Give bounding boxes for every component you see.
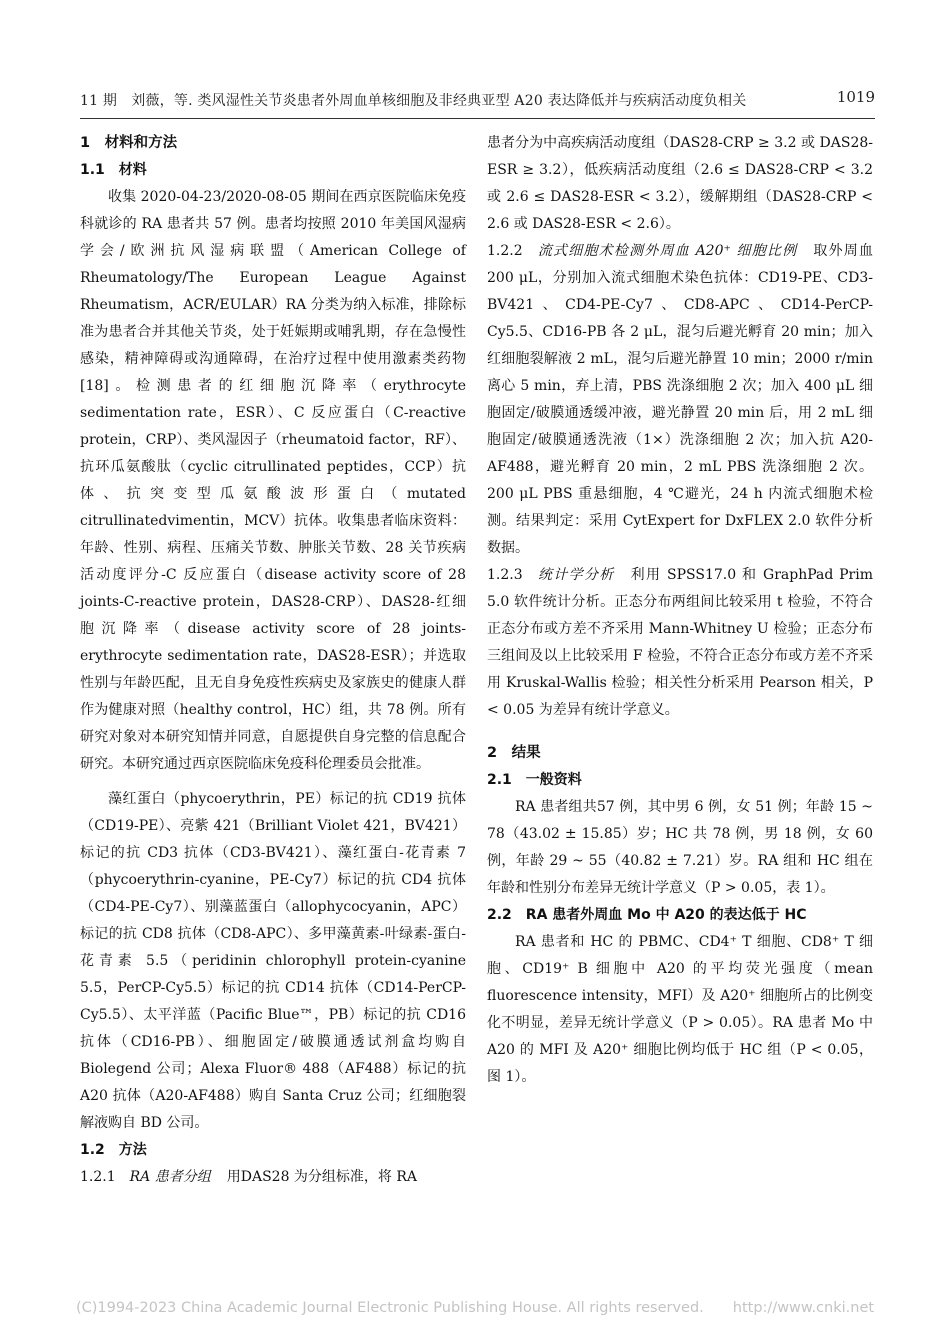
running-header bbox=[80, 86, 875, 116]
left-column bbox=[80, 130, 466, 1191]
subsection-1-2-2 bbox=[487, 238, 873, 562]
subsection-1-2-3 bbox=[487, 562, 873, 724]
running-title: 11 期 刘薇，等. 类风湿性关节炎患者外周血单核细胞及非经典亚型 A20 表达降低并与疾病活动度负相关 bbox=[80, 93, 747, 109]
section-heading-2-1: 2.1 一般资料 bbox=[487, 772, 582, 788]
subsection-title: 统计学分析 bbox=[536, 567, 615, 583]
page-number: 1019 bbox=[836, 88, 875, 106]
section-heading-2-2: 2.2 RA 患者外周血 Mo 中 A20 的表达低于 HC bbox=[487, 907, 807, 923]
right-column bbox=[487, 130, 873, 1091]
subsection-1-2-1 bbox=[80, 1164, 466, 1191]
subsection-number: 1.2.2 bbox=[487, 243, 523, 259]
subsection-title: 流式细胞术检测外周血 A20⁺ 细胞比例 bbox=[536, 243, 798, 259]
header-rule bbox=[80, 118, 875, 119]
subsection-text: 利用 SPSS17.0 和 GraphPad Prim 5.0 软件统计分析。正态分布两组间比较采用 t 检验，不符合正态分布或方差不齐采用 Mann-Whitney U 检验；正态分布三组间及以上比较采用 F 检验，不符合正态分布或方差不齐采用 Kruskal-Wallis 检验；相关性分析采用 Pearson 相关，P < 0.05 为差异有统计学意义。 bbox=[487, 567, 873, 718]
paragraph-materials-reagents: 藻红蛋白（phycoerythrin，PE）标记的抗 CD19 抗体（CD19-PE）、亮紫 421（Brilliant Violet 421，BV421）标记的抗 CD3 抗体（CD3-BV421）、藻红蛋白-花青素 7（phycoerythrin-cyanine，PE-Cy7）标记的抗 CD4 抗体（CD4-PE-Cy7）、别藻蓝蛋白（allophycocyanin，APC）标记的抗 CD8 抗体（CD8-APC）、多甲藻黄素-叶绿素-蛋白-花青素 5.5（peridinin chlorophyll protein-cyanine 5.5，PerCP-Cy5.5）标记的抗 CD14 抗体（CD14-PerCP-Cy5.5）、太平洋蓝（Pacific Blue™，PB）标记的抗 CD16 抗体（CD16-PB）、细胞固定/破膜通透试剂盒均购自 Biolegend 公司；Alexa Fluor® 488（AF488）标记的抗 A20 抗体（A20-AF488）购自 Santa Cruz 公司；红细胞裂解液购自 BD 公司。 bbox=[80, 791, 466, 1131]
section-heading-2: 2 结果 bbox=[487, 745, 541, 761]
subsection-text: 取外周血 200 μL，分别加入流式细胞术染色抗体：CD19-PE、CD3-BV421、CD4-PE-Cy7、CD8-APC、CD14-PerCP-Cy5.5、CD16-PB 各 2 μL，混匀后避光孵育 20 min；加入红细胞裂解液 2 mL，混匀后避光静置 10 min；2000 r/min 离心 5 min，弃上清，PBS 洗涤细胞 2 次；加入 400 μL 细胞固定/破膜通透缓冲液，避光静置 20 min 后，用 2 mL 细胞固定/破膜通透洗液（1×）洗涤细胞 2 次；加入抗 A20-AF488，避光孵育 20 min，2 mL PBS 洗涤细胞 2 次。200 μL PBS 重悬细胞，4 ℃避光，24 h 内流式细胞术检测。结果判定：采用 CytExpert for DxFLEX 2.0 软件分析数据。 bbox=[487, 243, 873, 556]
paragraph-grouping-continued: 患者分为中高疾病活动度组（DAS28-CRP ≥ 3.2 或 DAS28-ESR ≥ 3.2），低疾病活动度组（2.6 ≤ DAS28-CRP < 3.2 或 2.6 ≤ DAS28-ESR < 3.2），缓解期组（DAS28-CRP < 2.6 或 DAS28-ESR < 2.6）。 bbox=[487, 135, 873, 232]
subsection-text: 用DAS28 为分组标准，将 RA bbox=[226, 1169, 418, 1185]
section-heading-1-1: 1.1 材料 bbox=[80, 162, 147, 178]
copyright-footer: (C)1994-2023 China Academic Journal Electronic Publishing House. All rights reserved. http://www.cnki.net bbox=[75, 1300, 875, 1316]
section-heading-1-2: 1.2 方法 bbox=[80, 1142, 147, 1158]
paragraph-general-data: RA 患者组共57 例，其中男 6 例，女 51 例；年龄 15 ~ 78（43.02 ± 15.85）岁；HC 共 78 例，男 18 例，女 60 例，年龄 29 ~ 55（40.82 ± 7.21）岁。RA 组和 HC 组在年龄和性别分布差异无统计学意义（P > 0.05，表 1）。 bbox=[487, 799, 873, 896]
subsection-number: 1.2.3 bbox=[487, 567, 523, 583]
section-heading-1: 1 材料和方法 bbox=[80, 135, 178, 151]
subsection-number: 1.2.1 bbox=[80, 1169, 116, 1185]
paragraph-materials-patients: 收集 2020-04-23/2020-08-05 期间在西京医院临床免疫科就诊的 RA 患者共 57 例。患者均按照 2010 年美国风湿病学会/欧洲抗风湿病联盟（American College of Rheumatology/The European League Against Rheumatism，ACR/EULAR）RA 分类为纳入标准，排除标准为患者合并其他关节炎，处于妊娠期或哺乳期，存在急慢性感染，精神障碍或沟通障碍，在治疗过程中使用激素类药物[18]。检测患者的红细胞沉降率（erythrocyte sedimentation rate，ESR）、C 反应蛋白（C-reactive protein，CRP）、类风湿因子（rheumatoid factor，RF）、抗环瓜氨酸肽（cyclic citrullinated peptides，CCP）抗体、抗突变型瓜氨酸波形蛋白（mutated citrullinatedvimentin，MCV）抗体。收集患者临床资料：年龄、性别、病程、压痛关节数、肿胀关节数、28 关节疾病活动度评分-C 反应蛋白（disease activity score of 28 joints-C-reactive protein，DAS28-CRP）、DAS28-红细胞沉降率（disease activity score of 28 joints-erythrocyte sedimentation rate，DAS28-ESR）；并选取性别与年龄匹配，且无自身免疫性疾病史及家族史的健康人群作为健康对照（healthy control，HC）组，共 78 例。所有研究对象对本研究知情并同意，自愿提供自身完整的信息配合研究。本研究通过西京医院临床免疫科伦理委员会批准。 bbox=[80, 189, 466, 772]
paragraph-a20-expression: RA 患者和 HC 的 PBMC、CD4⁺ T 细胞、CD8⁺ T 细胞、CD19⁺ B 细胞中 A20 的平均荧光强度（mean fluorescence intensity，MFI）及 A20⁺ 细胞所占的比例变化不明显，差异无统计学意义（P > 0.05）。RA 患者 Mo 中 A20 的 MFI 及 A20⁺ 细胞比例均低于 HC 组（P < 0.05，图 1）。 bbox=[487, 934, 873, 1085]
subsection-title: RA 患者分组 bbox=[129, 1169, 211, 1185]
